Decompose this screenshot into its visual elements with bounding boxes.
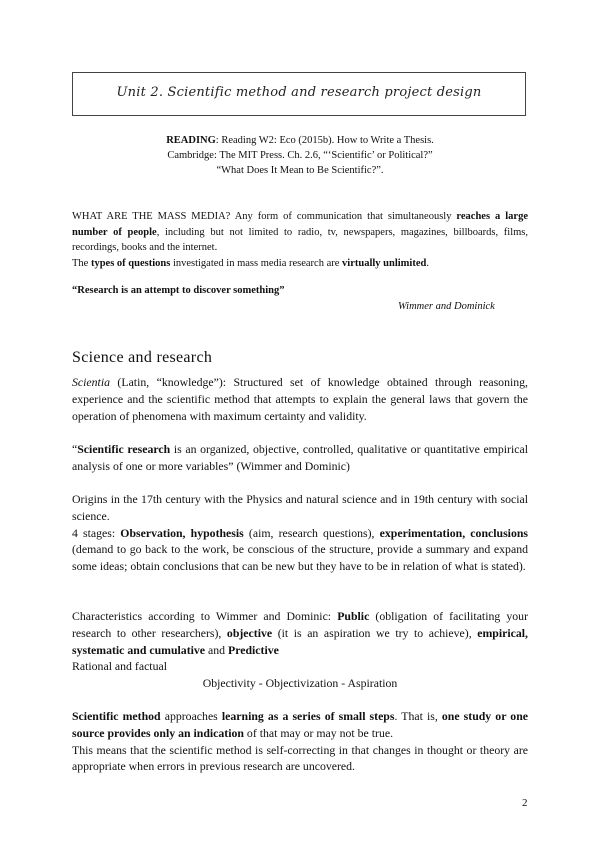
research-quote: “Research is an attempt to discover something” — [72, 285, 285, 296]
objectivity-line: Objectivity - Objectivization - Aspiration — [202, 676, 398, 691]
unit-title: Unit 2. Scientific method and research project design — [116, 85, 482, 100]
reading-line-1: READING: Reading W2: Eco (2015b). How to Write a Thesis. — [166, 135, 434, 146]
characteristics-text: Characteristics according to Wimmer and Dominic: Public (obligation of facilitating your research to other researchers), objective (it is an aspiration we try to achieve), empirical, systematic and cumulative and Predictive — [72, 609, 529, 657]
scientific-research-paragraph: “Scientific research is an organized, objective, controlled, qualitative or quantitative empirical analysis of one or more variables” (Wimmer and Dominic) — [72, 442, 528, 473]
scientific-method-paragraph — [72, 708, 528, 775]
mass-media-block — [72, 209, 528, 271]
mass-media-questions: The types of questions investigated in mass media research are virtually unlimited. — [72, 257, 429, 269]
origins-stages-paragraph — [72, 491, 528, 575]
section-title: Science and research — [72, 349, 213, 366]
page-number: 2 — [522, 797, 528, 809]
scientia-term: Scientia — [72, 375, 111, 389]
quote-author: Wimmer and Dominick — [398, 301, 495, 312]
mass-media-definition: WHAT ARE THE MASS MEDIA? Any form of communication that simultaneously reaches a large number of people, including but not limited to radio, tv, newspapers, magazines, billboards, films, recordings, books and the internet. — [72, 211, 528, 253]
stages-text: 4 stages: Observation, hypothesis (aim, research questions), experimentation, conclusions (demand to go back to the work, be conscious of the structure, provide a summary and expand some ideas; obtain conclusions that can be new but they have to be in relation of what is stated). — [72, 525, 528, 574]
scientific-method-text: Scientific method approaches learning as a series of small steps. That is, one study or one source provides only an indication of that may or may not be true. — [72, 709, 528, 740]
reading-line-2: Cambridge: The MIT Press. Ch. 2.6, “‘Scientific’ or Political?” — [167, 150, 433, 161]
characteristics-paragraph — [72, 608, 528, 692]
reading-line-3: “What Does It Mean to Be Scientific?”. — [216, 165, 384, 176]
origins-text: Origins in the 17th century with the Physics and natural science and in 19th century with social science. — [72, 492, 528, 523]
reading-label: READING — [166, 135, 216, 146]
unit-title-box — [72, 72, 526, 116]
scientia-paragraph: Scientia (Latin, “knowledge”): Structured set of knowledge obtained through reasoning, experience and the scientific method that attempts to explain the general laws that govern the operation of phenomena with maximum certainty and validity. — [72, 375, 528, 423]
rational-text: Rational and factual — [72, 659, 167, 674]
self-correcting-text: This means that the scientific method is self-correcting in that changes in thought or theory are appropriate when errors in previous research are uncovered. — [72, 742, 528, 774]
reading-block — [100, 133, 500, 178]
